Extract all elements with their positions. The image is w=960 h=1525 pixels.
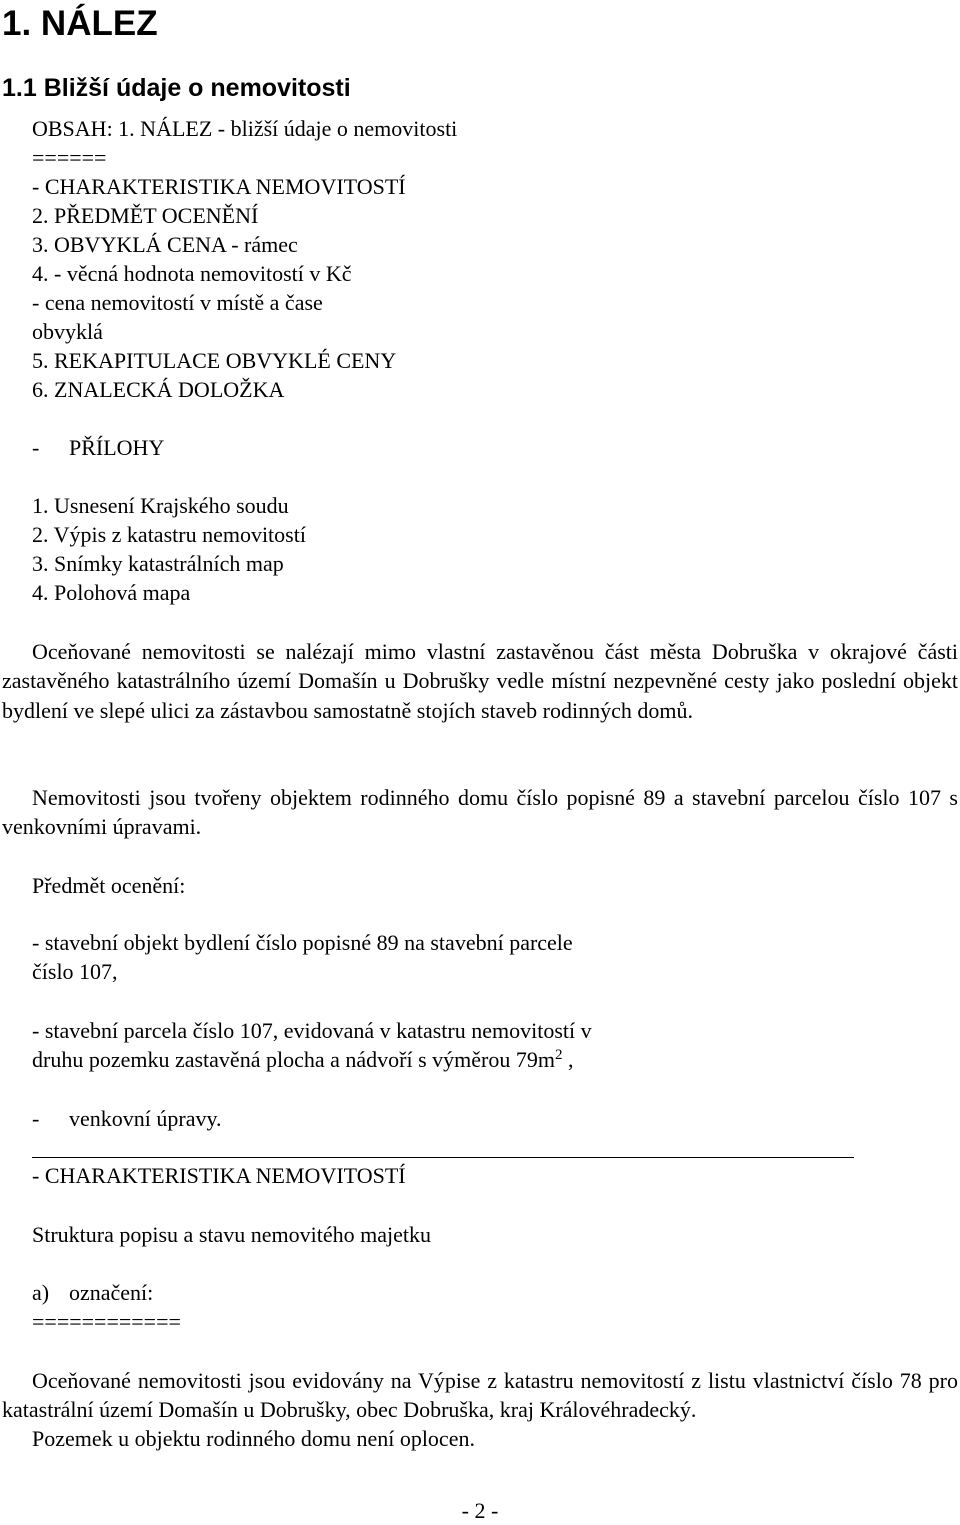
contents-item: - cena nemovitostí v místě a čase xyxy=(32,290,323,315)
structure-title: Struktura popisu a stavu nemovitého majetku xyxy=(32,1222,431,1247)
subject-item-text: druhu pozemku zastavěná plocha a nádvoří s výměrou 79m xyxy=(32,1047,555,1072)
item-a-prefix: a) xyxy=(32,1280,50,1305)
subsection-heading: 1.1 Bližší údaje o nemovitosti xyxy=(2,74,351,102)
section-heading: 1. NÁLEZ xyxy=(2,4,158,43)
attachment-item: 2. Výpis z katastru nemovitostí xyxy=(32,522,306,547)
page-number: - 2 - xyxy=(461,1498,499,1523)
subject-item: číslo 107, xyxy=(32,959,118,984)
subject-item: - stavební parcela číslo 107, evidovaná v katastru nemovitostí v xyxy=(32,1018,592,1043)
fence-sentence: Pozemek u objektu rodinného domu není oplocen. xyxy=(32,1426,475,1451)
attachment-item: 1. Usnesení Krajského soudu xyxy=(32,493,289,518)
composition-paragraph xyxy=(2,783,958,842)
subject-title: Předmět ocenění: xyxy=(32,873,186,898)
composition-text: Nemovitosti jsou tvořeny objektem rodinného domu číslo popisné 89 a stavební parcelou číslo 107 s venkovními úpravami. xyxy=(2,785,958,840)
item-a-label: označení: xyxy=(69,1280,154,1305)
subject-item-text: venkovní úpravy. xyxy=(69,1106,222,1131)
location-text: Oceňované nemovitosti se nalézají mimo vlastní zastavěnou část města Dobruška v okrajové části zastavěného katastrálního území Domašín u Dobrušky vedle místní nezpevněné cesty jako poslední objekt bydlení ve slepé ulici za zástavbou samostatně stojích staveb rodinných domů. xyxy=(2,639,958,723)
area-exponent: 2 xyxy=(554,1047,563,1063)
contents-item: - CHARAKTERISTIKA NEMOVITOSTÍ xyxy=(32,174,406,199)
attachment-item: 3. Snímky katastrálních map xyxy=(32,551,284,576)
item-a-separator: ============ xyxy=(32,1309,181,1334)
contents-item: 4. - věcná hodnota nemovitostí v Kč xyxy=(32,261,352,286)
contents-title: OBSAH: 1. NÁLEZ - bližší údaje o nemovitosti xyxy=(32,116,458,141)
subject-item xyxy=(32,1045,573,1074)
contents-separator: ====== xyxy=(32,145,107,170)
attachments-title xyxy=(32,433,164,462)
item-a xyxy=(32,1278,153,1307)
contents-item: 6. ZNALECKÁ DOLOŽKA xyxy=(32,377,285,402)
subject-item-dash: - xyxy=(32,1106,40,1131)
subject-item xyxy=(32,1104,222,1133)
registry-paragraph xyxy=(2,1366,958,1425)
attachments-dash: - xyxy=(32,435,40,460)
location-paragraph xyxy=(2,637,958,725)
registry-text: Oceňované nemovitosti jsou evidovány na Výpise z katastru nemovitostí z listu vlastnictví číslo 78 pro katastrální území Domašín u Dobrušky, obec Dobruška, kraj Královéhradecký. xyxy=(2,1368,958,1423)
characteristics-title: - CHARAKTERISTIKA NEMOVITOSTÍ xyxy=(32,1163,406,1188)
attachment-item: 4. Polohová mapa xyxy=(32,580,191,605)
subject-item: - stavební objekt bydlení číslo popisné 89 na stavební parcele xyxy=(32,930,573,955)
subject-item-tail: , xyxy=(562,1047,574,1072)
contents-item: 3. OBVYKLÁ CENA - rámec xyxy=(32,232,298,257)
attachments-title-text: PŘÍLOHY xyxy=(69,435,165,460)
contents-item: obvyklá xyxy=(32,319,103,344)
horizontal-rule xyxy=(32,1157,854,1158)
contents-item: 5. REKAPITULACE OBVYKLÉ CENY xyxy=(32,348,397,373)
contents-item: 2. PŘEDMĚT OCENĚNÍ xyxy=(32,203,259,228)
